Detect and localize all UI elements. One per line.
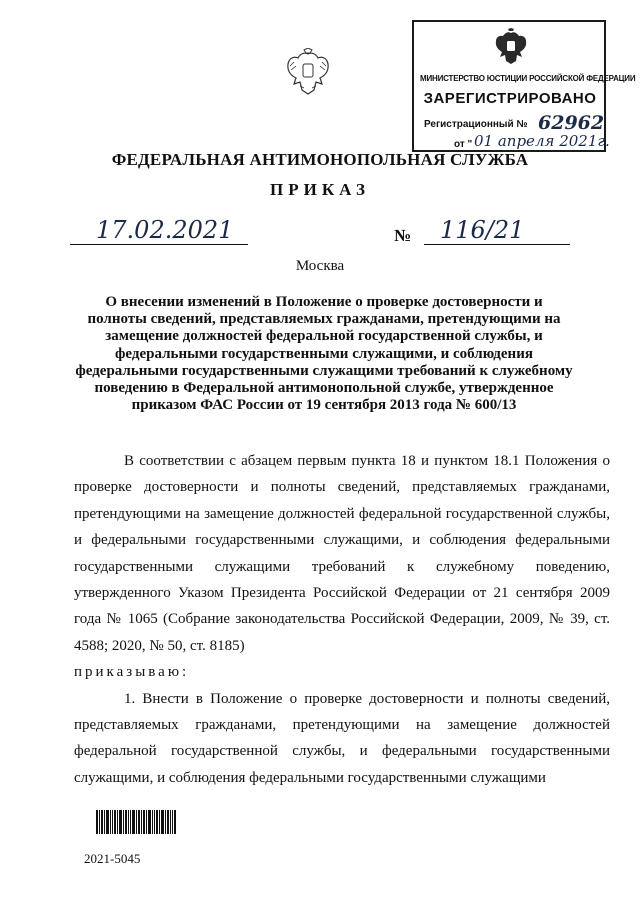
city: Москва [295,258,345,274]
stamp-reg-label: Регистрационный № [424,119,528,130]
order-number-label: № [394,226,412,245]
stamp-date-label: от " [454,139,473,150]
stamp-status: ЗАРЕГИСТРИРОВАНО [423,90,597,107]
stamp-emblem-icon [494,28,528,68]
order-subject: О внесении изменений в Положение о проверке достоверности и полноты сведений, представляемых гражданами, претендующими на замещение должностей федеральной государственной службы, и федеральными государственными служащими, и соблюдения федеральными государственными служащими требований к служебному поведению в Федеральной антимонопольной службе, утвержденное приказом ФАС России от 19 сентября 2013 года № 600/13 [75,294,573,414]
order-number: 116/21 [440,216,525,244]
order-date: 17.02.2021 [96,216,234,244]
barcode-image [96,810,176,834]
document-type: ПРИКАЗ [270,180,370,199]
stamp-ministry: МИНИСТЕРСТВО ЮСТИЦИИ РОССИЙСКОЙ ФЕДЕРАЦИИ [420,74,636,83]
stamp-date-value: 01 апреля 2021г. [474,132,610,150]
order-body [74,448,610,791]
decree-word: приказываю: [74,664,190,681]
item-1-paragraph: 1. Внести в Положение о проверке достоверности и полноты сведений, представляемых гражданами, претендующими на замещение должностей федеральной государственной службы, и федеральными государственными служащими, и соблюдения федеральными государственными служащими [74,690,610,786]
number-underline [424,244,570,245]
registration-stamp [412,20,636,152]
stamp-reg-number: 62962 [538,112,605,134]
coat-of-arms-emblem [286,48,330,98]
document-code: 2021-5045 [84,851,141,866]
date-underline [70,244,248,245]
preamble-paragraph: В соответствии с абзацем первым пункта 18 и пунктом 18.1 Положения о проверке достоверности и полноты сведений, представляемых гражданами, претендующими на замещение должностей федеральной государственной службы, и федеральными государственными служащими, и соблюдения федеральными государственными служащими требований к служебному поведению, утвержденного Указом Президента Российской Федерации от 21 сентября 2009 года № 1065 (Собрание законодательства Российской Федерации, 2009, № 39, ст. 4588; 2020, № 50, ст. 8185) [74,453,610,654]
agency-name: ФЕДЕРАЛЬНАЯ АНТИМОНОПОЛЬНАЯ СЛУЖБА [111,150,529,169]
